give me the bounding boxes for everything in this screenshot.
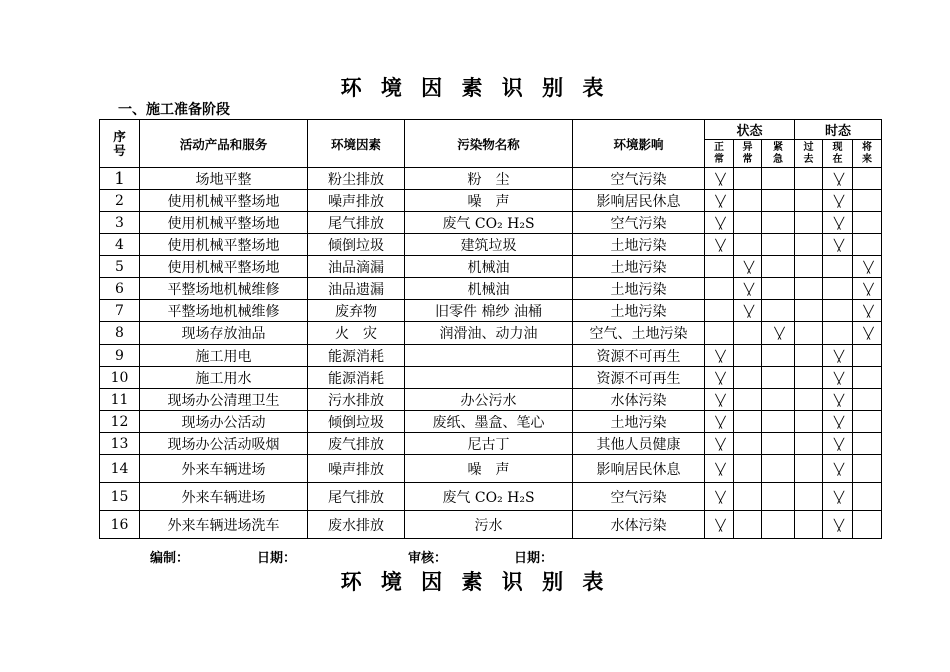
- row-index: 2: [100, 190, 140, 212]
- header-impact: 环境影响: [573, 120, 705, 168]
- status-cell: [705, 168, 734, 190]
- header-time-group: 时态: [795, 120, 882, 140]
- row-impact: 空气污染: [573, 168, 705, 190]
- check-mark-icon: ╲╱: [743, 304, 752, 318]
- status-cell: [823, 345, 853, 367]
- check-mark-icon: ╲╱: [743, 282, 752, 296]
- status-cell: [705, 433, 734, 455]
- status-cell: [795, 455, 823, 483]
- table-row: [100, 300, 882, 322]
- row-impact: 水体污染: [573, 389, 705, 411]
- footer-date-1: 日期：: [257, 551, 297, 566]
- row-activity: 场地平整: [140, 168, 308, 190]
- header-time-present: 现在: [823, 140, 853, 168]
- row-activity: 使用机械平整场地: [140, 234, 308, 256]
- table-row: [100, 256, 882, 278]
- status-cell: [762, 300, 795, 322]
- status-cell: [823, 212, 853, 234]
- check-mark-icon: ╲╱: [833, 393, 842, 407]
- row-factor: 油品滴漏: [308, 256, 405, 278]
- row-pollutant: 废纸、墨盒、笔心: [405, 411, 573, 433]
- check-mark-icon: ╲╱: [833, 437, 842, 451]
- status-cell: [762, 278, 795, 300]
- status-cell: [823, 278, 853, 300]
- check-mark-icon: ╲╱: [715, 194, 723, 208]
- header-state-normal: 正常: [705, 140, 734, 168]
- status-cell: [823, 367, 853, 389]
- row-pollutant: 粉 尘: [405, 168, 573, 190]
- status-cell: [705, 411, 734, 433]
- status-cell: [795, 345, 823, 367]
- row-impact: 资源不可再生: [573, 367, 705, 389]
- row-index: 1: [100, 168, 140, 190]
- status-cell: [795, 511, 823, 539]
- status-cell: [823, 411, 853, 433]
- row-impact: 影响居民休息: [573, 455, 705, 483]
- check-mark-icon: ╲╱: [863, 260, 871, 274]
- status-cell: [823, 300, 853, 322]
- row-pollutant: 旧零件 棉纱 油桶: [405, 300, 573, 322]
- footer-date-2: 日期：: [514, 551, 554, 566]
- status-cell: [823, 234, 853, 256]
- status-cell: [795, 483, 823, 511]
- row-factor: 倾倒垃圾: [308, 411, 405, 433]
- status-cell: [734, 212, 762, 234]
- row-pollutant: 废气 CO₂ H₂S: [405, 483, 573, 511]
- status-cell: [795, 322, 823, 345]
- row-index: 11: [100, 389, 140, 411]
- row-impact: 资源不可再生: [573, 345, 705, 367]
- row-index: 16: [100, 511, 140, 539]
- status-cell: [795, 190, 823, 212]
- status-cell: [762, 345, 795, 367]
- header-time-future: 将来: [853, 140, 882, 168]
- header-state-emergency: 紧急: [762, 140, 795, 168]
- check-mark-icon: ╲╱: [715, 238, 723, 252]
- row-impact: 土地污染: [573, 278, 705, 300]
- row-pollutant: [405, 367, 573, 389]
- header-factor: 环境因素: [308, 120, 405, 168]
- table-row: [100, 278, 882, 300]
- status-cell: [734, 433, 762, 455]
- row-activity: 外来车辆进场: [140, 483, 308, 511]
- row-pollutant: 尼古丁: [405, 433, 573, 455]
- status-cell: [734, 168, 762, 190]
- check-mark-icon: ╲╱: [833, 518, 842, 532]
- row-factor: 尾气排放: [308, 212, 405, 234]
- table-row: [100, 411, 882, 433]
- row-activity: 施工用电: [140, 345, 308, 367]
- table-row: [100, 483, 882, 511]
- status-cell: [795, 212, 823, 234]
- row-impact: 空气污染: [573, 212, 705, 234]
- row-impact: 土地污染: [573, 411, 705, 433]
- status-cell: [853, 190, 882, 212]
- check-mark-icon: ╲╱: [715, 415, 723, 429]
- footer-review: 审核：: [408, 551, 448, 566]
- row-activity: 现场办公活动: [140, 411, 308, 433]
- status-cell: [853, 411, 882, 433]
- row-factor: 噪声排放: [308, 455, 405, 483]
- table-row: [100, 389, 882, 411]
- row-index: 3: [100, 212, 140, 234]
- status-cell: [853, 345, 882, 367]
- row-factor: 倾倒垃圾: [308, 234, 405, 256]
- status-cell: [762, 483, 795, 511]
- row-activity: 使用机械平整场地: [140, 212, 308, 234]
- check-mark-icon: ╲╱: [833, 216, 842, 230]
- row-pollutant: 噪 声: [405, 455, 573, 483]
- header-pollutant: 污染物名称: [405, 120, 573, 168]
- status-cell: [762, 212, 795, 234]
- status-cell: [734, 256, 762, 278]
- row-impact: 其他人员健康: [573, 433, 705, 455]
- row-activity: 现场存放油品: [140, 322, 308, 345]
- status-cell: [762, 455, 795, 483]
- row-pollutant: 噪 声: [405, 190, 573, 212]
- row-impact: 空气、土地污染: [573, 322, 705, 345]
- row-activity: 现场办公活动吸烟: [140, 433, 308, 455]
- status-cell: [795, 278, 823, 300]
- header-index: 序号: [100, 120, 140, 168]
- check-mark-icon: ╲╱: [715, 371, 723, 385]
- status-cell: [762, 389, 795, 411]
- table-row: [100, 212, 882, 234]
- status-cell: [734, 278, 762, 300]
- row-factor: 油品遗漏: [308, 278, 405, 300]
- row-pollutant: 机械油: [405, 256, 573, 278]
- status-cell: [734, 455, 762, 483]
- row-activity: 平整场地机械维修: [140, 278, 308, 300]
- status-cell: [823, 483, 853, 511]
- status-cell: [762, 511, 795, 539]
- check-mark-icon: ╲╱: [863, 327, 871, 340]
- status-cell: [795, 433, 823, 455]
- row-pollutant: 污水: [405, 511, 573, 539]
- table-row: [100, 190, 882, 212]
- environment-factor-table: [99, 119, 882, 539]
- check-mark-icon: ╲╱: [715, 216, 723, 230]
- status-cell: [734, 190, 762, 212]
- check-mark-icon: ╲╱: [743, 260, 752, 274]
- row-index: 9: [100, 345, 140, 367]
- row-index: 6: [100, 278, 140, 300]
- row-activity: 施工用水: [140, 367, 308, 389]
- status-cell: [853, 168, 882, 190]
- table-row: [100, 455, 882, 483]
- status-cell: [853, 433, 882, 455]
- status-cell: [705, 212, 734, 234]
- status-cell: [734, 411, 762, 433]
- row-impact: 土地污染: [573, 256, 705, 278]
- status-cell: [853, 300, 882, 322]
- table-row: [100, 322, 882, 345]
- row-pollutant: 机械油: [405, 278, 573, 300]
- row-pollutant: 废气 CO₂ H₂S: [405, 212, 573, 234]
- status-cell: [734, 345, 762, 367]
- status-cell: [705, 345, 734, 367]
- row-factor: 尾气排放: [308, 483, 405, 511]
- status-cell: [734, 234, 762, 256]
- row-activity: 平整场地机械维修: [140, 300, 308, 322]
- status-cell: [705, 367, 734, 389]
- status-cell: [762, 256, 795, 278]
- status-cell: [853, 389, 882, 411]
- header-state-group: 状态: [705, 120, 795, 140]
- row-activity: 现场办公清理卫生: [140, 389, 308, 411]
- status-cell: [762, 433, 795, 455]
- status-cell: [705, 511, 734, 539]
- row-index: 14: [100, 455, 140, 483]
- table-row: [100, 367, 882, 389]
- status-cell: [853, 367, 882, 389]
- status-cell: [705, 389, 734, 411]
- row-factor: 火 灾: [308, 322, 405, 345]
- header-time-past: 过去: [795, 140, 823, 168]
- status-cell: [734, 322, 762, 345]
- table-row: [100, 433, 882, 455]
- row-factor: 废弃物: [308, 300, 405, 322]
- page-title-next: 环 境 因 素 识 别 表: [340, 570, 610, 594]
- check-mark-icon: ╲╱: [833, 172, 842, 186]
- row-index: 13: [100, 433, 140, 455]
- status-cell: [762, 367, 795, 389]
- check-mark-icon: ╲╱: [774, 327, 782, 340]
- check-mark-icon: ╲╱: [715, 490, 723, 504]
- table-row: [100, 168, 882, 190]
- row-factor: 废气排放: [308, 433, 405, 455]
- status-cell: [795, 234, 823, 256]
- page-title: 环 境 因 素 识 别 表: [340, 76, 610, 100]
- row-index: 5: [100, 256, 140, 278]
- status-cell: [853, 234, 882, 256]
- status-cell: [795, 367, 823, 389]
- check-mark-icon: ╲╱: [715, 349, 723, 363]
- status-cell: [734, 300, 762, 322]
- status-cell: [853, 455, 882, 483]
- status-cell: [734, 483, 762, 511]
- row-impact: 土地污染: [573, 300, 705, 322]
- status-cell: [705, 455, 734, 483]
- section-heading: 一、施工准备阶段: [118, 102, 230, 118]
- check-mark-icon: ╲╱: [715, 462, 723, 476]
- status-cell: [705, 190, 734, 212]
- status-cell: [823, 455, 853, 483]
- status-cell: [853, 278, 882, 300]
- check-mark-icon: ╲╱: [833, 490, 842, 504]
- check-mark-icon: ╲╱: [833, 194, 842, 208]
- row-factor: 能源消耗: [308, 345, 405, 367]
- row-factor: 粉尘排放: [308, 168, 405, 190]
- check-mark-icon: ╲╱: [833, 415, 842, 429]
- status-cell: [762, 411, 795, 433]
- status-cell: [853, 511, 882, 539]
- status-cell: [823, 389, 853, 411]
- status-cell: [853, 322, 882, 345]
- status-cell: [762, 322, 795, 345]
- footer-compile: 编制：: [150, 551, 190, 566]
- check-mark-icon: ╲╱: [863, 282, 871, 296]
- row-activity: 外来车辆进场洗车: [140, 511, 308, 539]
- status-cell: [823, 256, 853, 278]
- table-row: [100, 345, 882, 367]
- row-pollutant: 建筑垃圾: [405, 234, 573, 256]
- check-mark-icon: ╲╱: [715, 437, 723, 451]
- status-cell: [795, 411, 823, 433]
- row-index: 10: [100, 367, 140, 389]
- check-mark-icon: ╲╱: [833, 462, 842, 476]
- row-index: 4: [100, 234, 140, 256]
- row-activity: 外来车辆进场: [140, 455, 308, 483]
- status-cell: [762, 234, 795, 256]
- status-cell: [823, 168, 853, 190]
- status-cell: [795, 389, 823, 411]
- status-cell: [705, 322, 734, 345]
- status-cell: [823, 322, 853, 345]
- row-impact: 空气污染: [573, 483, 705, 511]
- row-impact: 水体污染: [573, 511, 705, 539]
- check-mark-icon: ╲╱: [833, 238, 842, 252]
- row-pollutant: 办公污水: [405, 389, 573, 411]
- row-impact: 影响居民休息: [573, 190, 705, 212]
- row-activity: 使用机械平整场地: [140, 190, 308, 212]
- row-pollutant: 润滑油、动力油: [405, 322, 573, 345]
- row-index: 15: [100, 483, 140, 511]
- row-factor: 能源消耗: [308, 367, 405, 389]
- header-state-abnormal: 异常: [734, 140, 762, 168]
- check-mark-icon: ╲╱: [715, 518, 723, 532]
- status-cell: [705, 234, 734, 256]
- status-cell: [762, 168, 795, 190]
- row-factor: 废水排放: [308, 511, 405, 539]
- status-cell: [705, 278, 734, 300]
- status-cell: [853, 256, 882, 278]
- status-cell: [823, 511, 853, 539]
- row-impact: 土地污染: [573, 234, 705, 256]
- status-cell: [762, 190, 795, 212]
- status-cell: [734, 367, 762, 389]
- status-cell: [734, 389, 762, 411]
- table-row: [100, 511, 882, 539]
- check-mark-icon: ╲╱: [715, 172, 723, 186]
- row-index: 7: [100, 300, 140, 322]
- table-row: [100, 234, 882, 256]
- status-cell: [734, 511, 762, 539]
- status-cell: [705, 300, 734, 322]
- check-mark-icon: ╲╱: [715, 393, 723, 407]
- status-cell: [823, 190, 853, 212]
- row-activity: 使用机械平整场地: [140, 256, 308, 278]
- status-cell: [705, 483, 734, 511]
- check-mark-icon: ╲╱: [833, 371, 842, 385]
- row-index: 12: [100, 411, 140, 433]
- check-mark-icon: ╲╱: [863, 304, 871, 318]
- status-cell: [795, 256, 823, 278]
- status-cell: [853, 212, 882, 234]
- status-cell: [795, 168, 823, 190]
- status-cell: [853, 483, 882, 511]
- status-cell: [823, 433, 853, 455]
- row-index: 8: [100, 322, 140, 345]
- row-factor: 噪声排放: [308, 190, 405, 212]
- row-pollutant: [405, 345, 573, 367]
- row-factor: 污水排放: [308, 389, 405, 411]
- header-activity: 活动产品和服务: [140, 120, 308, 168]
- check-mark-icon: ╲╱: [833, 349, 842, 363]
- status-cell: [705, 256, 734, 278]
- status-cell: [795, 300, 823, 322]
